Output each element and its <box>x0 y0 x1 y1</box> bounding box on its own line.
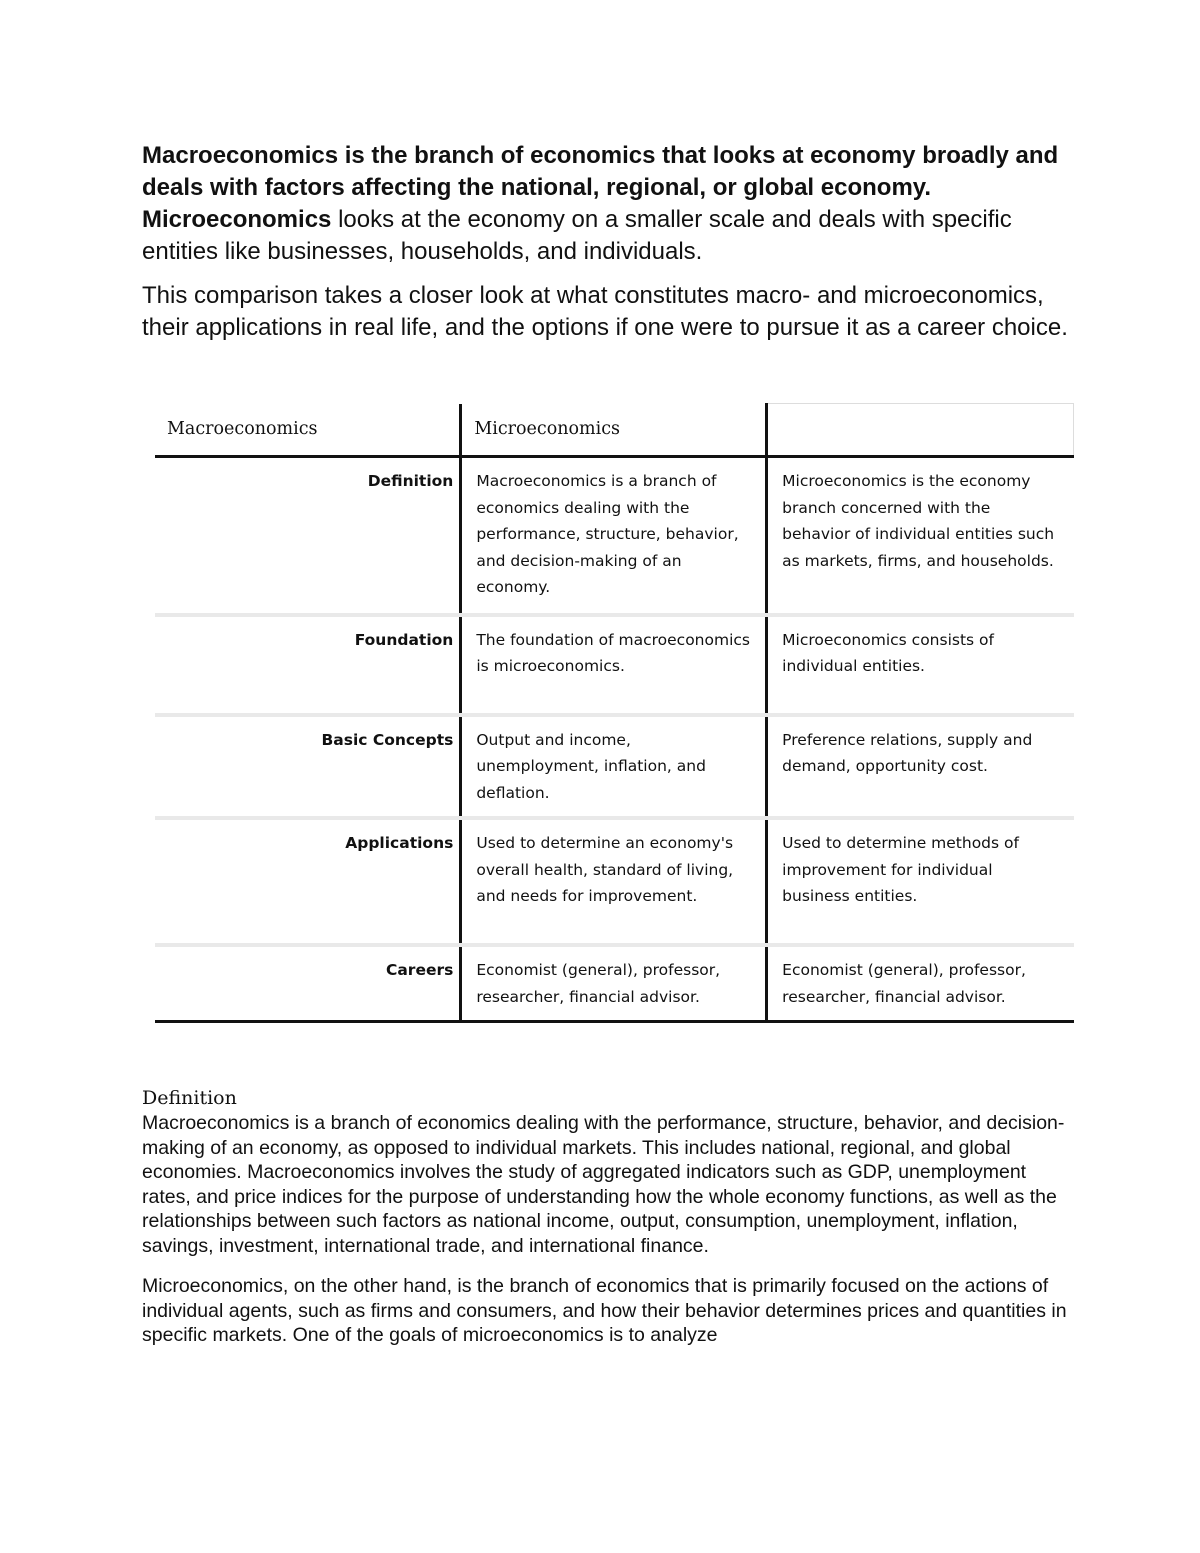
intro-bold-macro: Macroeconomics is the branch of economics that looks at economy broadly and deals with factors affecting the national, regional, or global economy. <box>142 142 1059 201</box>
table-header-row <box>155 404 1074 457</box>
table-row <box>155 818 1074 945</box>
micro-cell: Economist (general), professor, researcher, financial advisor. <box>767 945 1074 1022</box>
micro-cell: Microeconomics consists of individual entities. <box>767 615 1074 715</box>
definition-body <box>142 1111 1072 1364</box>
row-label: Foundation <box>155 615 461 715</box>
intro-bold-micro: Microeconomics <box>142 206 332 233</box>
macro-cell: Economist (general), professor, researcher, financial advisor. <box>461 945 767 1022</box>
definition-heading: Definition <box>142 1087 237 1109</box>
row-label: Basic Concepts <box>155 715 461 819</box>
micro-cell: Microeconomics is the economy branch concerned with the behavior of individual entities such as markets, firms, and households. <box>767 457 1074 615</box>
macro-cell: Macroeconomics is a branch of economics dealing with the performance, structure, behavior, and decision-making of an economy. <box>461 457 767 615</box>
macro-cell: Output and income, unemployment, inflation, and deflation. <box>461 715 767 819</box>
micro-cell: Preference relations, supply and demand, opportunity cost. <box>767 715 1074 819</box>
intro-paragraph-1 <box>142 140 1072 268</box>
table-row <box>155 945 1074 1022</box>
definition-paragraph-micro: Microeconomics, on the other hand, is the branch of economics that is primarily focused on the actions of individual agents, such as firms and consumers, and how their behavior determines prices and quantities in specific markets. One of the goals of microeconomics is to analyze <box>142 1275 1067 1346</box>
table-row <box>155 457 1074 615</box>
comparison-table <box>155 403 1074 1023</box>
intro-micro-text: looks at the economy on a smaller scale and deals with specific entities like businesses, households, and individuals. <box>142 206 1012 265</box>
row-label: Applications <box>155 818 461 945</box>
header-macroeconomics: Macroeconomics <box>155 404 461 457</box>
row-label: Definition <box>155 457 461 615</box>
header-microeconomics: Microeconomics <box>461 404 767 457</box>
micro-cell: Used to determine methods of improvement for individual business entities. <box>767 818 1074 945</box>
table-row <box>155 715 1074 819</box>
intro <box>142 140 1072 356</box>
macro-cell: Used to determine an economy's overall health, standard of living, and needs for improvement. <box>461 818 767 945</box>
row-label: Careers <box>155 945 461 1022</box>
header-empty <box>767 404 1074 457</box>
table-row <box>155 615 1074 715</box>
definition-paragraph-macro: Macroeconomics is a branch of economics dealing with the performance, structure, behavior, and decision-making of an economy, as opposed to individual markets. This includes national, regional, and global economies. Macroeconomics involves the study of aggregated indicators such as GDP, unemployment rates, and price indices for the purpose of understanding how the whole economy functions, as well as the relationships between such factors as national income, output, consumption, unemployment, inflation, savings, investment, international trade, and international finance. <box>142 1112 1065 1257</box>
intro-paragraph-2: This comparison takes a closer look at what constitutes macro- and microeconomics, their applications in real life, and the options if one were to pursue it as a career choice. <box>142 282 1068 341</box>
macro-cell: The foundation of macroeconomics is microeconomics. <box>461 615 767 715</box>
